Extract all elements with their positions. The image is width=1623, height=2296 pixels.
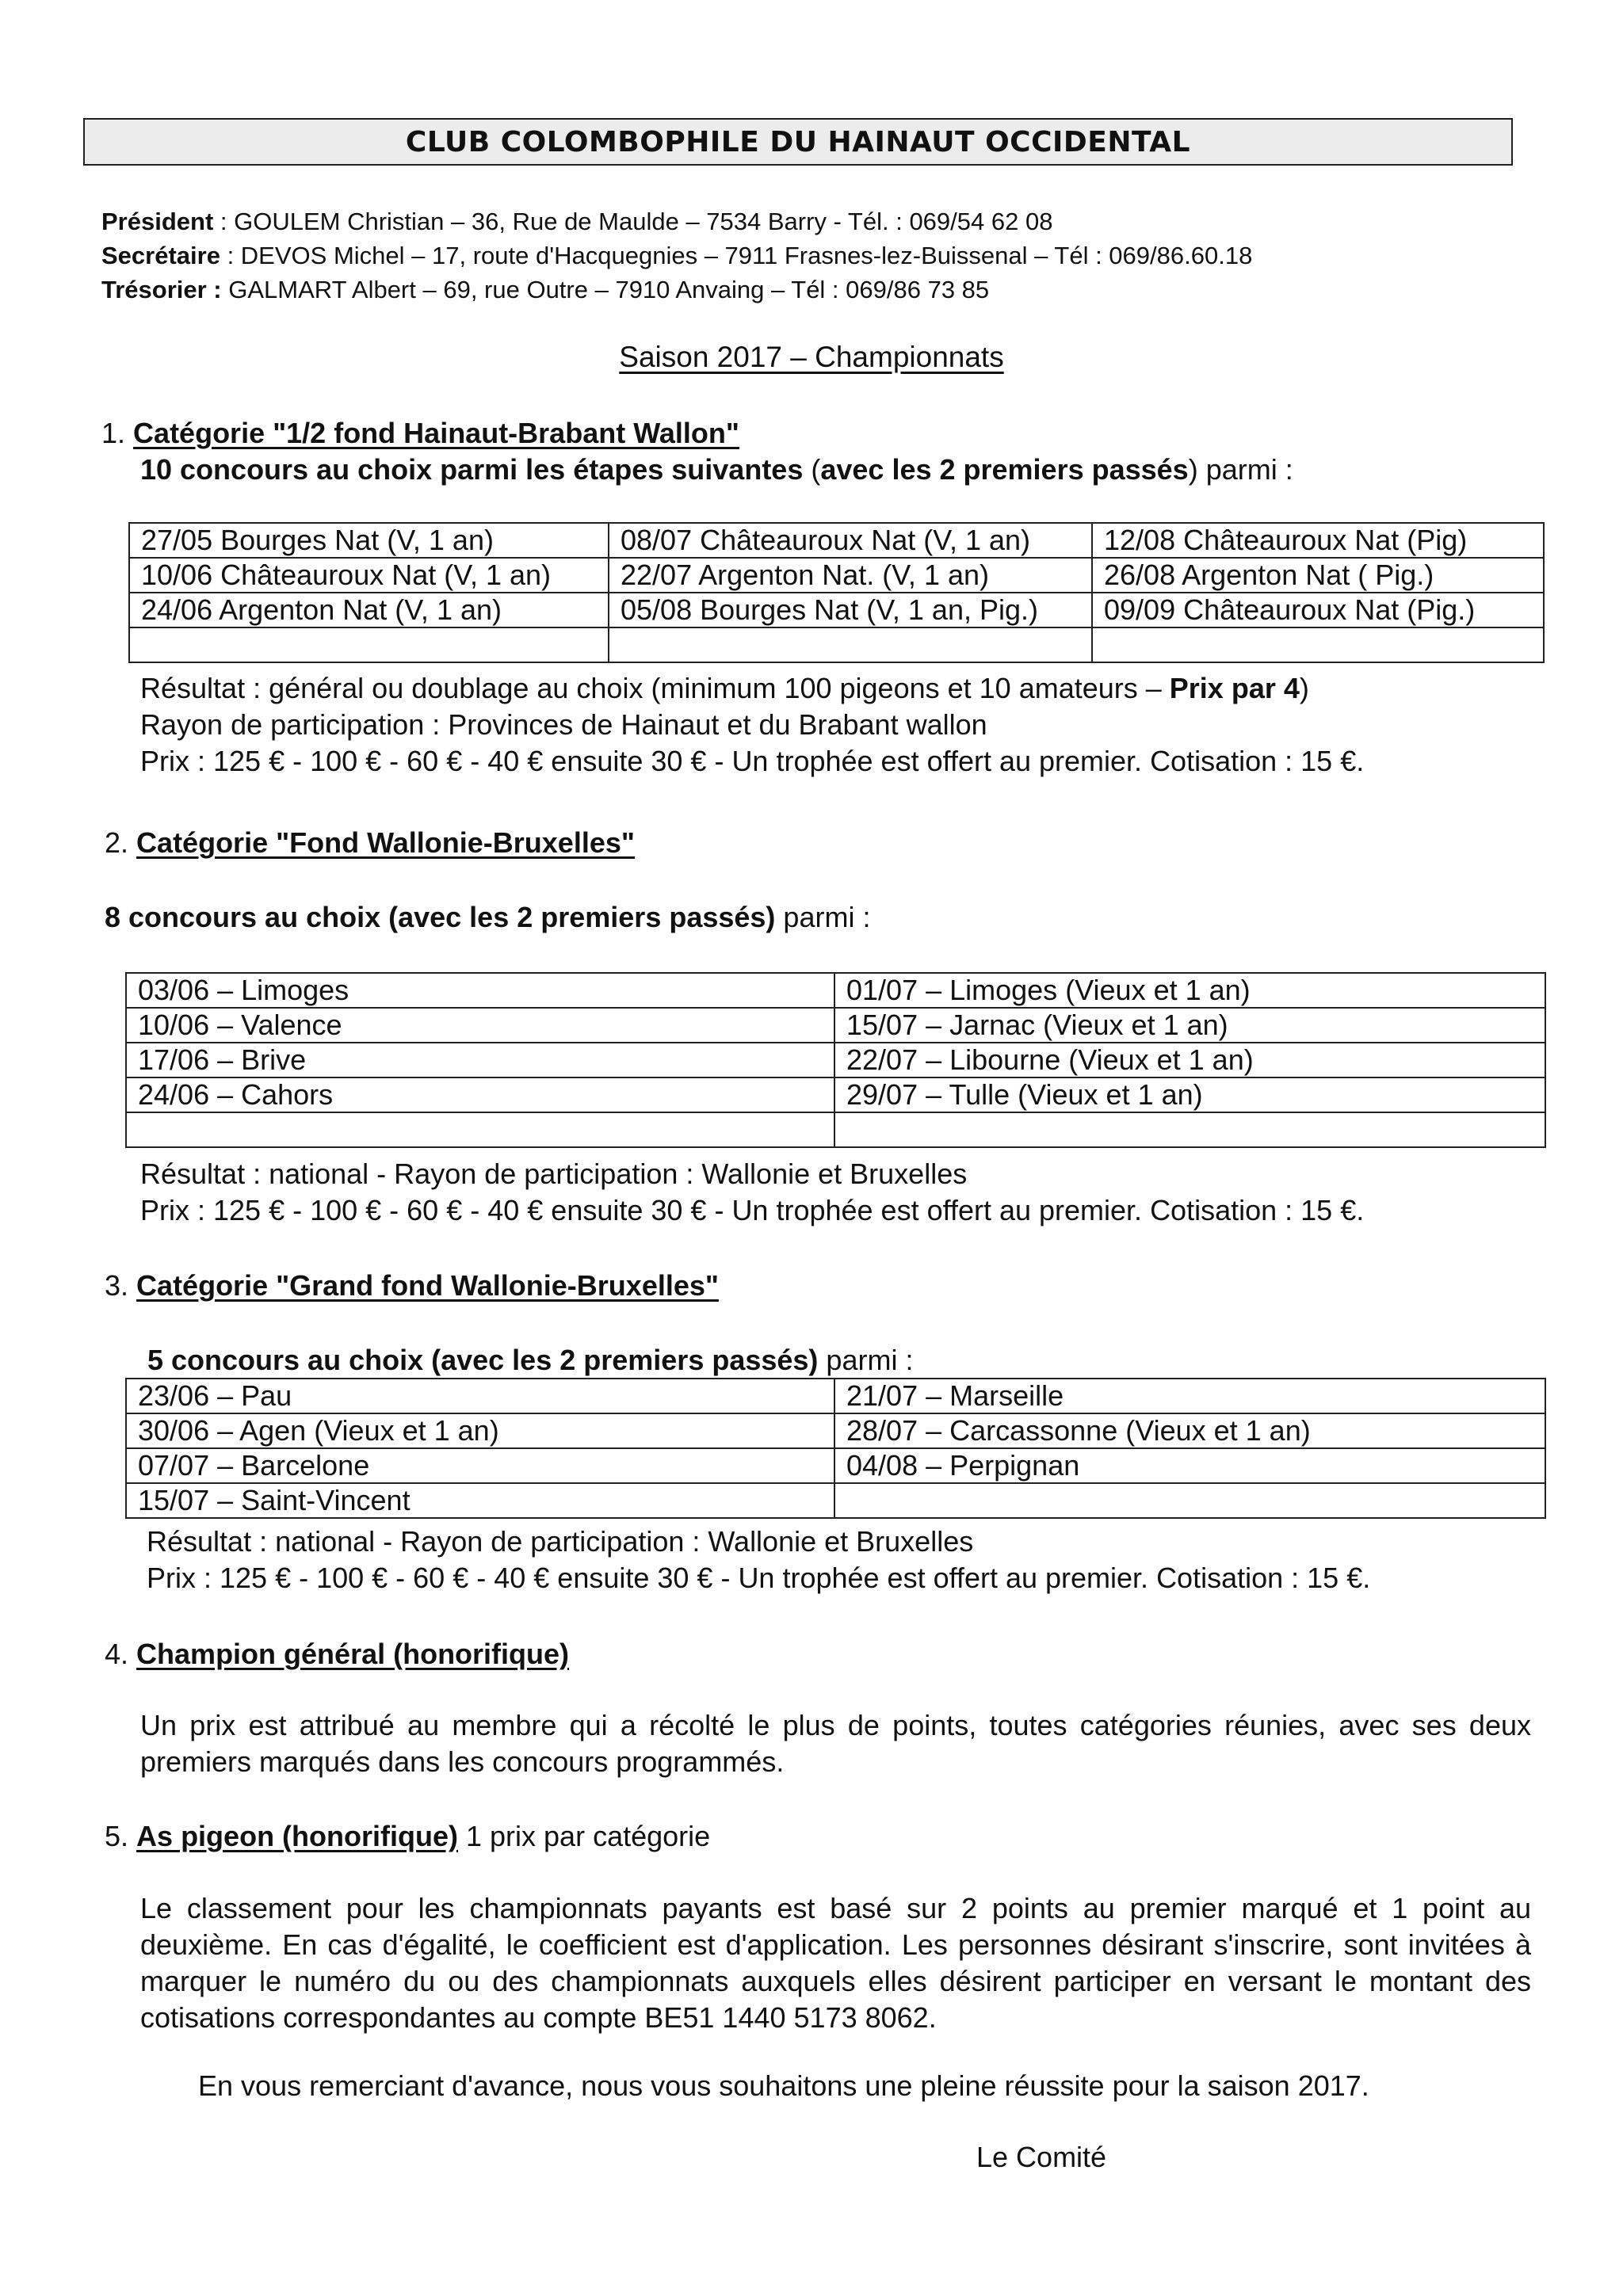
- club-title: CLUB COLOMBOPHILE DU HAINAUT OCCIDENTAL: [83, 118, 1513, 166]
- table-row: 27/05 Bourges Nat (V, 1 an) 08/07 Châteauroux Nat (V, 1 an) 12/08 Châteauroux Nat (Pig): [129, 523, 1544, 558]
- section-1-rayon: Rayon de participation : Provinces de Hainaut et du Brabant wallon: [140, 708, 987, 741]
- section-5-heading: 5. As pigeon (honorifique) 1 prix par catégorie: [105, 1820, 711, 1852]
- section-4-heading: 4. Champion général (honorifique): [105, 1638, 570, 1670]
- table-row: 24/06 – Cahors 29/07 – Tulle (Vieux et 1 an): [126, 1077, 1545, 1112]
- table-row: 07/07 – Barcelone 04/08 – Perpignan: [126, 1448, 1545, 1483]
- officer-president: Président : GOULEM Christian – 36, Rue de Maulde – 7534 Barry - Tél. : 069/54 62 08: [101, 208, 1053, 235]
- table-row: [126, 1112, 1545, 1147]
- section-1-result: Résultat : général ou doublage au choix (minimum 100 pigeons et 10 amateurs – Prix par 4): [140, 672, 1309, 704]
- section-5-text: Le classement pour les championnats payants est basé sur 2 points au premier marqué et 1 point au deuxième. En cas d'égalité, le coefficient est d'application. Les personnes désirant s'inscrire, sont invitées à marquer le numéro du ou des championnats auxquels elles désirent participer en versant le montant des cotisations correspondantes au compte BE51 1440 5173 8062.: [140, 1892, 1531, 2034]
- table-row: 24/06 Argenton Nat (V, 1 an) 05/08 Bourges Nat (V, 1 an, Pig.) 09/09 Châteauroux Nat (Pig.): [129, 593, 1544, 627]
- table-row: 23/06 – Pau 21/07 – Marseille: [126, 1379, 1545, 1413]
- table-row: 10/06 Châteauroux Nat (V, 1 an) 22/07 Argenton Nat. (V, 1 an) 26/08 Argenton Nat ( Pig.): [129, 558, 1544, 593]
- section-2-heading: 2. Catégorie "Fond Wallonie-Bruxelles": [105, 826, 635, 859]
- table-row: 03/06 – Limoges 01/07 – Limoges (Vieux et 1 an): [126, 973, 1545, 1008]
- section-3-result: Résultat : national - Rayon de participation : Wallonie et Bruxelles: [147, 1525, 974, 1558]
- officers-block: [101, 204, 1252, 307]
- closing-text: En vous remerciant d'avance, nous vous souhaitons une pleine réussite pour la saison 2017.: [198, 2069, 1369, 2102]
- season-title: Saison 2017 – Championnats: [619, 341, 1004, 373]
- section-1-heading: 1. Catégorie "1/2 fond Hainaut-Brabant Wallon": [101, 417, 739, 449]
- table-row: 15/07 – Saint-Vincent: [126, 1483, 1545, 1518]
- section-2-result: Résultat : national - Rayon de participation : Wallonie et Bruxelles: [140, 1158, 968, 1190]
- table-row: 30/06 – Agen (Vieux et 1 an) 28/07 – Carcassonne (Vieux et 1 an): [126, 1413, 1545, 1448]
- section-3-table: [125, 1378, 1546, 1519]
- section-2-table: [125, 972, 1546, 1148]
- table-row: [129, 627, 1544, 662]
- table-row: 10/06 – Valence 15/07 – Jarnac (Vieux et 1 an): [126, 1008, 1545, 1043]
- officer-secretary: Secrétaire : DEVOS Michel – 17, route d'Hacquegnies – 7911 Frasnes-lez-Buissenal – Tél : 069/86.60.18: [101, 242, 1253, 269]
- section-2-intro: 8 concours au choix (avec les 2 premiers passés) parmi :: [105, 901, 871, 933]
- section-2-prix: Prix : 125 € - 100 € - 60 € - 40 € ensuite 30 € - Un trophée est offert au premier. Cotisation : 15 €.: [140, 1194, 1365, 1226]
- section-1-intro: 10 concours au choix parmi les étapes suivantes (avec les 2 premiers passés) parmi :: [140, 453, 1293, 486]
- section-3-heading: 3. Catégorie "Grand fond Wallonie-Bruxelles": [105, 1269, 719, 1302]
- section-4-text: Un prix est attribué au membre qui a récolté le plus de points, toutes catégories réunies, avec ses deux premiers marqués dans les concours programmés.: [140, 1709, 1531, 1778]
- section-3-intro: 5 concours au choix (avec les 2 premiers passés) parmi :: [147, 1344, 914, 1376]
- table-row: 17/06 – Brive 22/07 – Libourne (Vieux et 1 an): [126, 1043, 1545, 1077]
- signature: Le Comité: [976, 2141, 1107, 2173]
- section-1-prix: Prix : 125 € - 100 € - 60 € - 40 € ensuite 30 € - Un trophée est offert au premier. Cotisation : 15 €.: [140, 745, 1365, 777]
- section-1-table: [128, 522, 1545, 663]
- section-3-prix: Prix : 125 € - 100 € - 60 € - 40 € ensuite 30 € - Un trophée est offert au premier. Cotisation : 15 €.: [147, 1562, 1371, 1594]
- officer-treasurer: Trésorier : GALMART Albert – 69, rue Outre – 7910 Anvaing – Tél : 069/86 73 85: [101, 276, 990, 303]
